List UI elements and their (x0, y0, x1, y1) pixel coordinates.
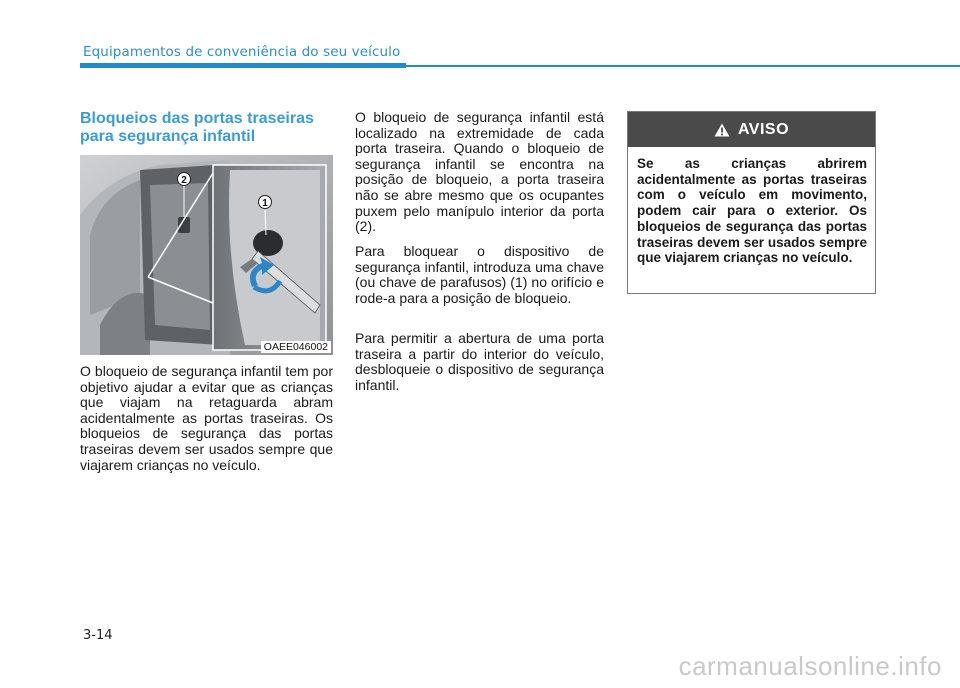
callout-1-label: 1 (262, 198, 268, 209)
header-bar (80, 63, 406, 68)
intro-paragraph: O bloqueio de segurança infantil tem por objetivo ajudar a evitar que as crianças que viajam na retaguarda abram acidentalmente as portas traseiras. Os bloqueios de segurança das portas traseiras devem ser usados sempre que viajarem crianças no veículo. (80, 363, 333, 473)
site-watermark: carmanualsonline.info (678, 651, 942, 681)
warning-triangle-icon (714, 123, 730, 137)
unlock-instructions-paragraph: Para permitir a abertura de uma porta traseira a partir do interior do veículo, desbloqueie o dispositivo de segurança infantil. (355, 330, 604, 393)
callout-2-label: 2 (181, 175, 187, 186)
location-paragraph: O bloqueio de segurança infantil está localizado na extremidade de cada porta traseira. Quando o bloqueio de segurança infantil se encontra na posição de bloqueio, a porta traseira não se abre mesmo que os ocupantes puxem pelo manípulo interior da porta (2). (355, 109, 604, 235)
warning-box (627, 111, 876, 294)
warning-label: AVISO (737, 120, 790, 138)
page-number: 3-14 (83, 628, 113, 643)
callout-2-marker (178, 173, 191, 187)
car-door-drawing (80, 155, 333, 355)
child-lock-illustration (80, 155, 333, 355)
warning-header (628, 112, 875, 147)
header-rule (404, 65, 960, 67)
figure-code: OAEE046002 (261, 341, 331, 353)
lock-instructions-paragraph: Para bloquear o dispositivo de segurança infantil, introduza uma chave (ou chave de parafusos) (1) no orifício e rode-a para a posição de bloqueio. (355, 243, 604, 306)
section-title: Bloqueios das portas traseiras para segurança infantil (80, 110, 314, 145)
warning-text: Se as crianças abrirem acidentalmente as portas traseiras com o veículo em movimento, podem cair para o exterior. Os bloqueios de segurança das portas traseiras devem ser usados sempre que viajarem crianças no veículo. (637, 156, 867, 266)
callout-1-marker (259, 196, 272, 210)
header-section-title: Equipamentos de conveniência do seu veículo (83, 44, 401, 60)
